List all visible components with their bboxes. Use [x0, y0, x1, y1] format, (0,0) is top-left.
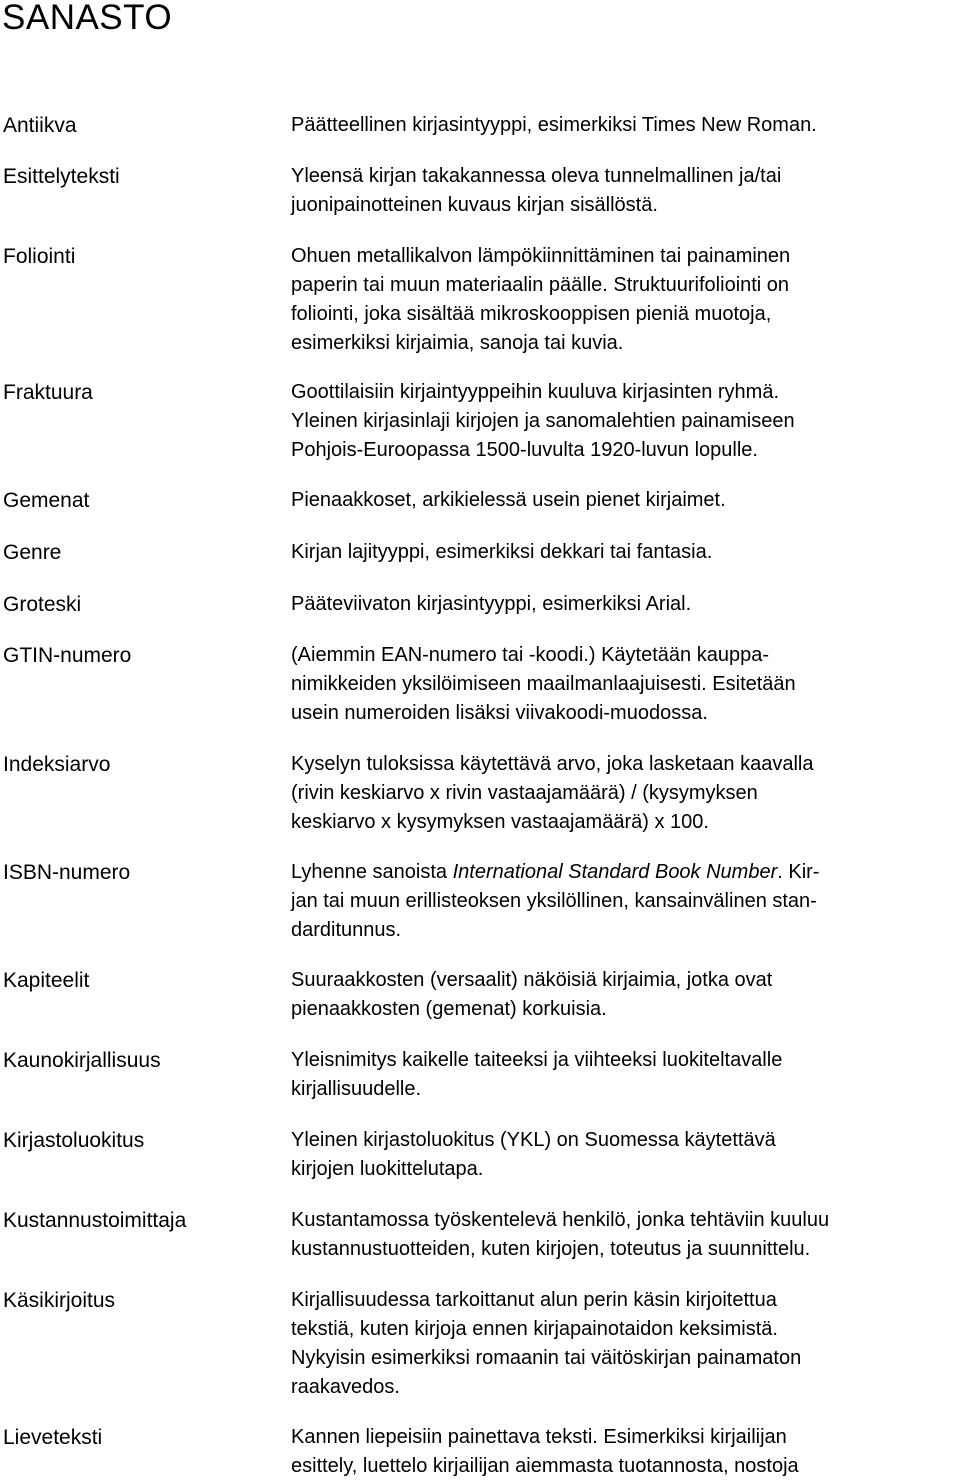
glossary-term: Fraktuura: [3, 381, 93, 404]
glossary-term: Antiikva: [3, 114, 77, 137]
page-title: SANASTO: [2, 0, 173, 37]
glossary-definition: [291, 858, 960, 945]
definition-line: kustannustuotteiden, kuten kirjojen, toteutus ja suunnittelu.: [291, 1238, 811, 1260]
glossary-definition: [291, 1286, 960, 1402]
definition-line: Yleinen kirjasinlaji kirjojen ja sanomalehtien painamiseen: [291, 410, 795, 432]
italic-term: International Standard Book Number: [452, 861, 778, 883]
glossary-definition: [291, 486, 960, 515]
glossary-term: GTIN-numero: [3, 644, 132, 667]
glossary-definition: [291, 966, 960, 1024]
definition-line: jan tai muun erillisteoksen yksilöllinen, kansainvälinen stan-: [291, 890, 817, 912]
definition-line: Yleisnimitys kaikelle taiteeksi ja viihteeksi luokiteltavalle: [291, 1049, 783, 1071]
glossary-term: ISBN-numero: [3, 861, 131, 884]
definition-line: juonipainotteinen kuvaus kirjan sisällöstä.: [291, 194, 658, 216]
definition-line: Goottilaisiin kirjaintyyppeihin kuuluva kirjasinten ryhmä.: [291, 381, 779, 403]
glossary-term: Kirjastoluokitus: [3, 1129, 145, 1152]
definition-line: Kirjallisuudessa tarkoittanut alun perin käsin kirjoitettua: [291, 1289, 777, 1311]
glossary-definition: [291, 538, 960, 567]
definition-line: Yleinen kirjastoluokitus (YKL) on Suomessa käytettävä: [291, 1129, 776, 1151]
definition-line: usein numeroiden lisäksi viivakoodi-muodossa.: [291, 702, 708, 724]
definition-line: (rivin keskiarvo x rivin vastaajamäärä) / (kysymyksen: [291, 782, 758, 804]
definition-line: [291, 858, 960, 887]
glossary-definition: [291, 242, 960, 358]
glossary-term: Gemenat: [3, 489, 90, 512]
definition-line: Ohuen metallikalvon lämpökiinnittäminen tai painaminen: [291, 245, 791, 267]
glossary-definition: [291, 1046, 960, 1104]
glossary-definition: [291, 590, 960, 619]
glossary-term: Foliointi: [3, 245, 76, 268]
definition-line: esittely, luettelo kirjailijan aiemmasta tuotannosta, nostoja: [291, 1455, 799, 1477]
glossary-definition: [291, 1206, 960, 1264]
definition-line: paperin tai muun materiaalin päälle. Struktuurifoliointi on: [291, 274, 790, 296]
definition-line: Kirjan lajityyppi, esimerkiksi dekkari tai fantasia.: [291, 541, 713, 563]
definition-line: esimerkiksi kirjaimia, sanoja tai kuvia.: [291, 332, 624, 354]
definition-line: Kustantamossa työskentelevä henkilö, jonka tehtäviin kuuluu: [291, 1209, 830, 1231]
definition-line: Pääteviivaton kirjasintyyppi, esimerkiksi Arial.: [291, 593, 692, 615]
definition-line: raakavedos.: [291, 1376, 400, 1398]
glossary-term: Käsikirjoitus: [3, 1289, 116, 1312]
glossary-definition: [291, 1126, 960, 1184]
definition-line: Kannen liepeisiin painettava teksti. Esimerkiksi kirjailijan: [291, 1426, 787, 1448]
definition-line: nimikkeiden yksilöimiseen maailmanlaajuisesti. Esitetään: [291, 673, 796, 695]
glossary-term: Kapiteelit: [3, 969, 90, 992]
glossary-term: Kaunokirjallisuus: [3, 1049, 161, 1072]
definition-text: . Kir-: [777, 861, 820, 883]
definition-line: Pohjois-Euroopassa 1500-luvulta 1920-luvun lopulle.: [291, 439, 758, 461]
glossary-definition: [291, 111, 960, 140]
definition-line: tekstiä, kuten kirjoja ennen kirjapainotaidon keksimistä.: [291, 1318, 778, 1340]
glossary-term: Kustannustoimittaja: [3, 1209, 187, 1232]
glossary-term: Esittelyteksti: [3, 165, 120, 188]
glossary-term: Indeksiarvo: [3, 753, 111, 776]
definition-line: kirjallisuudelle.: [291, 1078, 422, 1100]
glossary-term: Lieveteksti: [3, 1426, 103, 1449]
definition-line: kirjojen luokittelutapa.: [291, 1158, 484, 1180]
glossary-definition: [291, 162, 960, 220]
glossary-term: Groteski: [3, 593, 82, 616]
definition-line: Kyselyn tuloksissa käytettävä arvo, joka lasketaan kaavalla: [291, 753, 814, 775]
glossary-term: Genre: [3, 541, 62, 564]
definition-line: darditunnus.: [291, 919, 402, 941]
definition-line: Päätteellinen kirjasintyyppi, esimerkiksi Times New Roman.: [291, 114, 817, 136]
definition-line: (Aiemmin EAN-numero tai -koodi.) Käytetään kauppa-: [291, 644, 769, 666]
definition-line: foliointi, joka sisältää mikroskooppisen pieniä muotoja,: [291, 303, 772, 325]
glossary-definition: [291, 378, 960, 465]
definition-line: Nykyisin esimerkiksi romaanin tai väitöskirjan painamaton: [291, 1347, 802, 1369]
definition-text: Lyhenne sanoista: [291, 861, 453, 883]
definition-line: pienaakkosten (gemenat) korkuisia.: [291, 998, 607, 1020]
definition-line: Yleensä kirjan takakannessa oleva tunnelmallinen ja/tai: [291, 165, 782, 187]
definition-line: Suuraakkosten (versaalit) näköisiä kirjaimia, jotka ovat: [291, 969, 773, 991]
glossary-definition: [291, 641, 960, 728]
glossary-definition: [291, 750, 960, 837]
definition-line: keskiarvo x kysymyksen vastaajamäärä) x 100.: [291, 811, 709, 833]
glossary-definition: [291, 1423, 960, 1481]
definition-line: Pienaakkoset, arkikielessä usein pienet kirjaimet.: [291, 489, 726, 511]
